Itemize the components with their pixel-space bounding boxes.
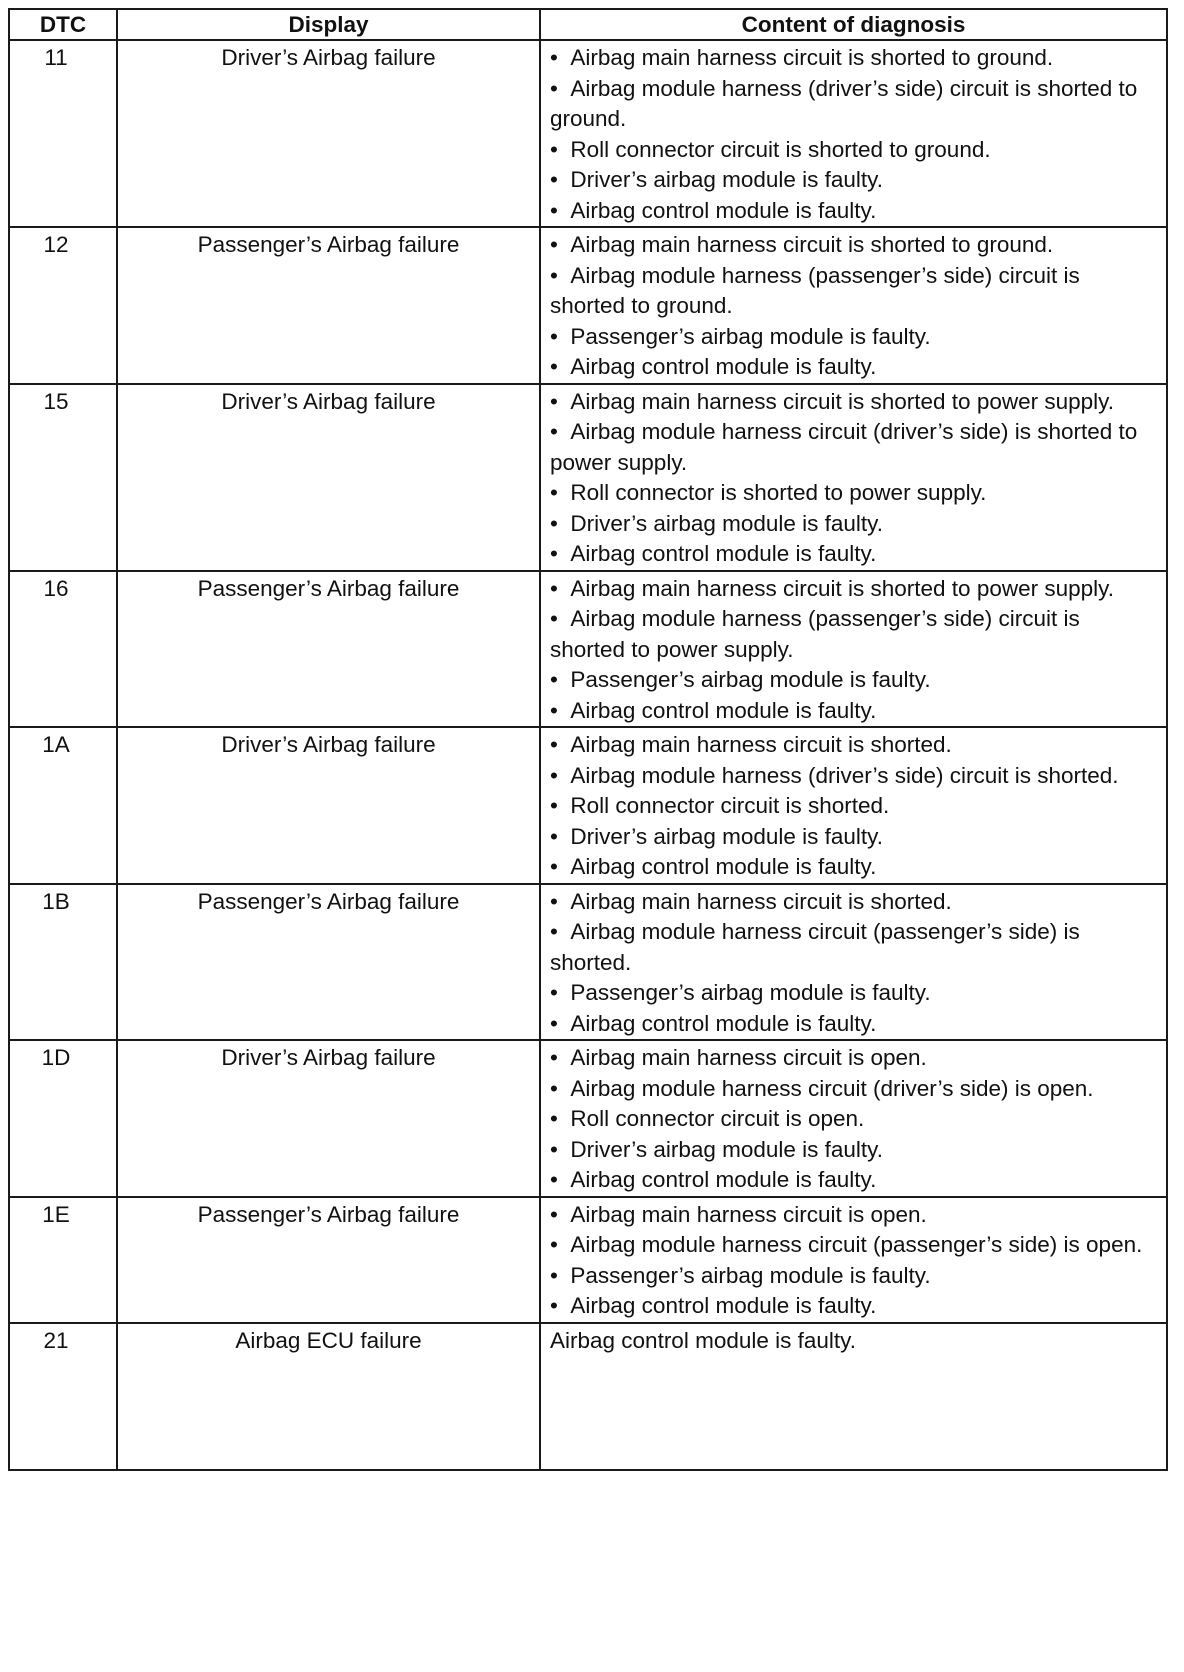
dtc-code-cell: 1E — [9, 1197, 117, 1323]
display-cell: Passenger’s Airbag failure — [117, 1197, 540, 1323]
display-cell: Passenger’s Airbag failure — [117, 571, 540, 728]
table-row — [9, 1197, 1167, 1323]
dtc-code-cell: 16 — [9, 571, 117, 728]
dtc-table — [8, 8, 1168, 1471]
diagnosis-item: • Airbag control module is faulty. — [550, 196, 1157, 227]
table-row — [9, 727, 1167, 884]
diagnosis-cell — [540, 571, 1167, 728]
diagnosis-item: • Airbag module harness (driver’s side) circuit is shorted. — [550, 761, 1157, 792]
diagnosis-item: • Airbag module harness (passenger’s side) circuit is shorted to ground. — [550, 261, 1157, 322]
diagnosis-item: • Roll connector circuit is shorted to ground. — [550, 135, 1157, 166]
diagnosis-item: • Driver’s airbag module is faulty. — [550, 165, 1157, 196]
table-row — [9, 571, 1167, 728]
dtc-code-cell: 12 — [9, 227, 117, 384]
diagnosis-item: • Airbag control module is faulty. — [550, 1291, 1157, 1322]
diagnosis-item: • Airbag main harness circuit is shorted to power supply. — [550, 574, 1157, 605]
dtc-code-cell: 1B — [9, 884, 117, 1041]
diagnosis-item: • Airbag control module is faulty. — [550, 696, 1157, 727]
diagnosis-text: Airbag control module is faulty. — [550, 1327, 856, 1353]
diagnosis-cell — [540, 1197, 1167, 1323]
display-cell: Driver’s Airbag failure — [117, 727, 540, 884]
diagnosis-item: • Roll connector circuit is shorted. — [550, 791, 1157, 822]
diagnosis-item: • Airbag module harness circuit (passenger’s side) is shorted. — [550, 917, 1157, 978]
diagnosis-item: • Airbag control module is faulty. — [550, 539, 1157, 570]
display-cell: Airbag ECU failure — [117, 1323, 540, 1470]
diagnosis-cell — [540, 40, 1167, 227]
diagnosis-item: • Airbag main harness circuit is shorted. — [550, 887, 1157, 918]
diagnosis-item: • Airbag control module is faulty. — [550, 1009, 1157, 1040]
diagnosis-item: • Passenger’s airbag module is faulty. — [550, 665, 1157, 696]
table-row — [9, 1323, 1167, 1470]
diagnosis-list — [550, 230, 1157, 383]
header-content-of-diagnosis: Content of diagnosis — [540, 9, 1167, 40]
diagnosis-item: • Airbag main harness circuit is shorted to ground. — [550, 230, 1157, 261]
dtc-code-cell: 1A — [9, 727, 117, 884]
table-header-row — [9, 9, 1167, 40]
diagnosis-list — [550, 1200, 1157, 1322]
diagnosis-item: • Airbag control module is faulty. — [550, 352, 1157, 383]
dtc-code-cell: 11 — [9, 40, 117, 227]
diagnosis-item: • Airbag module harness (driver’s side) circuit is shorted to ground. — [550, 74, 1157, 135]
diagnosis-cell — [540, 727, 1167, 884]
diagnosis-item: • Airbag module harness circuit (driver’s side) is shorted to power supply. — [550, 417, 1157, 478]
diagnosis-item: • Roll connector circuit is open. — [550, 1104, 1157, 1135]
diagnosis-cell — [540, 1323, 1167, 1470]
diagnosis-list — [550, 730, 1157, 883]
diagnosis-cell — [540, 884, 1167, 1041]
diagnosis-item: • Airbag main harness circuit is open. — [550, 1200, 1157, 1231]
table-body — [9, 40, 1167, 1470]
display-cell: Passenger’s Airbag failure — [117, 227, 540, 384]
dtc-code-cell: 21 — [9, 1323, 117, 1470]
diagnosis-item: • Driver’s airbag module is faulty. — [550, 509, 1157, 540]
diagnosis-list — [550, 387, 1157, 570]
diagnosis-list — [550, 43, 1157, 226]
diagnosis-item: • Driver’s airbag module is faulty. — [550, 1135, 1157, 1166]
table-row — [9, 384, 1167, 571]
display-cell: Driver’s Airbag failure — [117, 40, 540, 227]
diagnosis-item: • Roll connector is shorted to power supply. — [550, 478, 1157, 509]
dtc-code-cell: 1D — [9, 1040, 117, 1197]
diagnosis-list — [550, 887, 1157, 1040]
diagnosis-item: • Airbag module harness (passenger’s side) circuit is shorted to power supply. — [550, 604, 1157, 665]
diagnosis-cell — [540, 227, 1167, 384]
diagnosis-item: • Airbag module harness circuit (passenger’s side) is open. — [550, 1230, 1157, 1261]
diagnosis-item: • Passenger’s airbag module is faulty. — [550, 322, 1157, 353]
diagnosis-item: • Airbag main harness circuit is open. — [550, 1043, 1157, 1074]
diagnosis-cell — [540, 1040, 1167, 1197]
diagnosis-item: • Driver’s airbag module is faulty. — [550, 822, 1157, 853]
display-cell: Driver’s Airbag failure — [117, 384, 540, 571]
header-display: Display — [117, 9, 540, 40]
diagnosis-item: • Airbag main harness circuit is shorted to ground. — [550, 43, 1157, 74]
diagnosis-item: • Airbag main harness circuit is shorted to power supply. — [550, 387, 1157, 418]
diagnosis-item: • Airbag control module is faulty. — [550, 852, 1157, 883]
table-row — [9, 884, 1167, 1041]
diagnosis-list — [550, 1043, 1157, 1196]
diagnosis-item: • Airbag module harness circuit (driver’s side) is open. — [550, 1074, 1157, 1105]
table-row — [9, 227, 1167, 384]
table-row — [9, 40, 1167, 227]
diagnosis-item: • Airbag main harness circuit is shorted. — [550, 730, 1157, 761]
diagnosis-list — [550, 574, 1157, 727]
diagnosis-cell — [540, 384, 1167, 571]
diagnosis-item: • Airbag control module is faulty. — [550, 1165, 1157, 1196]
header-dtc: DTC — [9, 9, 117, 40]
diagnosis-item: • Passenger’s airbag module is faulty. — [550, 1261, 1157, 1292]
dtc-code-cell: 15 — [9, 384, 117, 571]
display-cell: Driver’s Airbag failure — [117, 1040, 540, 1197]
diagnosis-item: • Passenger’s airbag module is faulty. — [550, 978, 1157, 1009]
display-cell: Passenger’s Airbag failure — [117, 884, 540, 1041]
table-row — [9, 1040, 1167, 1197]
